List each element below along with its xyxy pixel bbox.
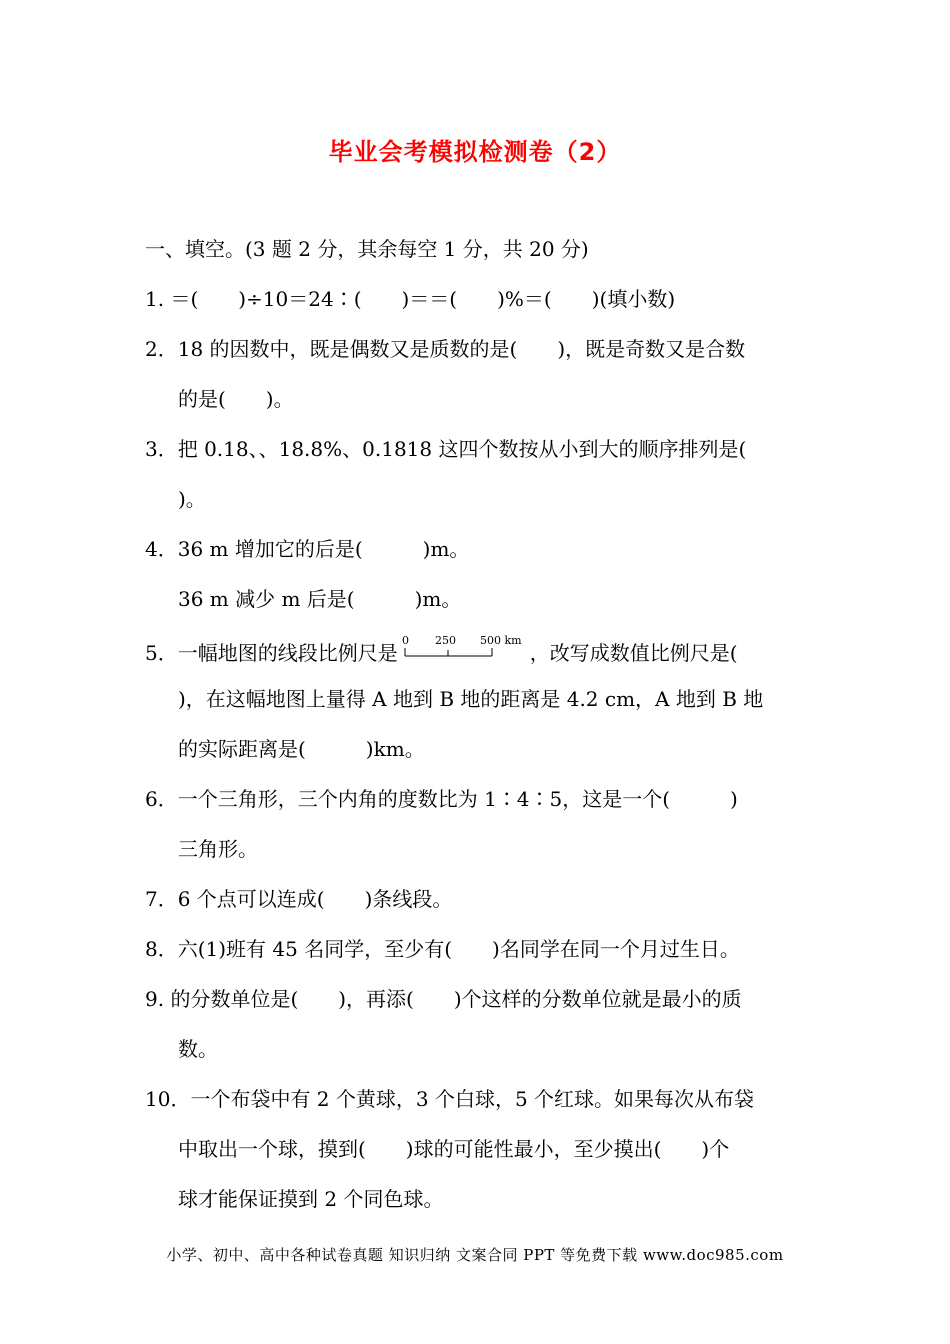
question-5-cont-2: 的实际距离是( )km。 — [178, 737, 425, 761]
footer: 小学、初中、高中各种试卷真题 知识归纳 文案合同 PPT 等免费下载 www.doc985.com — [166, 1246, 784, 1264]
question-9: 9. 的分数单位是( )，再添( )个这样的分数单位就是最小的质 — [145, 987, 742, 1011]
question-5-text-2: ，改写成数值比例尺是( — [529, 641, 738, 665]
scale-label-0: 0 — [401, 634, 409, 647]
scale-bar-icon — [400, 634, 528, 664]
question-10-cont: 中取出一个球，摸到( )球的可能性最小，至少摸出( )个 — [178, 1137, 730, 1161]
question-4: 4．36 m 增加它的后是( )m。 — [145, 537, 470, 561]
question-5-text: 5．一幅地图的线段比例尺是 — [145, 641, 398, 665]
question-10: 10．一个布袋中有 2 个黄球，3 个白球，5 个红球。如果每次从布袋 — [145, 1087, 755, 1111]
question-3: 3．把 0.18、、18.8%、0.1818 这四个数按从小到大的顺序排列是( — [145, 437, 747, 461]
page-title: 毕业会考模拟检测卷（2） — [328, 138, 622, 166]
scale-label-500: 500 km — [479, 634, 522, 647]
question-7: 7．6 个点可以连成( )条线段。 — [145, 887, 453, 911]
section-heading: 一、填空。(3 题 2 分，其余每空 1 分，共 20 分) — [145, 237, 589, 261]
question-5-cont: )，在这幅地图上量得 A 地到 B 地的距离是 4.2 cm，A 地到 B 地 — [178, 687, 764, 711]
scale-label-250: 250 — [434, 634, 456, 647]
question-6-cont: 三角形。 — [178, 837, 258, 861]
question-2: 2．18 的因数中，既是偶数又是质数的是( )，既是奇数又是合数 — [145, 337, 746, 361]
question-1: 1. ＝( )÷10＝24∶( )＝＝( )%＝( )(填小数) — [145, 287, 676, 311]
question-8: 8．六(1)班有 45 名同学，至少有( )名同学在同一个月过生日。 — [145, 937, 740, 961]
question-6: 6．一个三角形，三个内角的度数比为 1∶4∶5，这是一个( ) — [145, 787, 738, 811]
question-3-cont: )。 — [178, 487, 206, 511]
question-4-cont: 36 m 减少 m 后是( )m。 — [178, 587, 462, 611]
question-2-cont: 的是( )。 — [178, 387, 294, 411]
question-5 — [145, 634, 815, 668]
question-10-cont-2: 球才能保证摸到 2 个同色球。 — [178, 1187, 444, 1211]
question-9-cont: 数。 — [178, 1037, 218, 1061]
